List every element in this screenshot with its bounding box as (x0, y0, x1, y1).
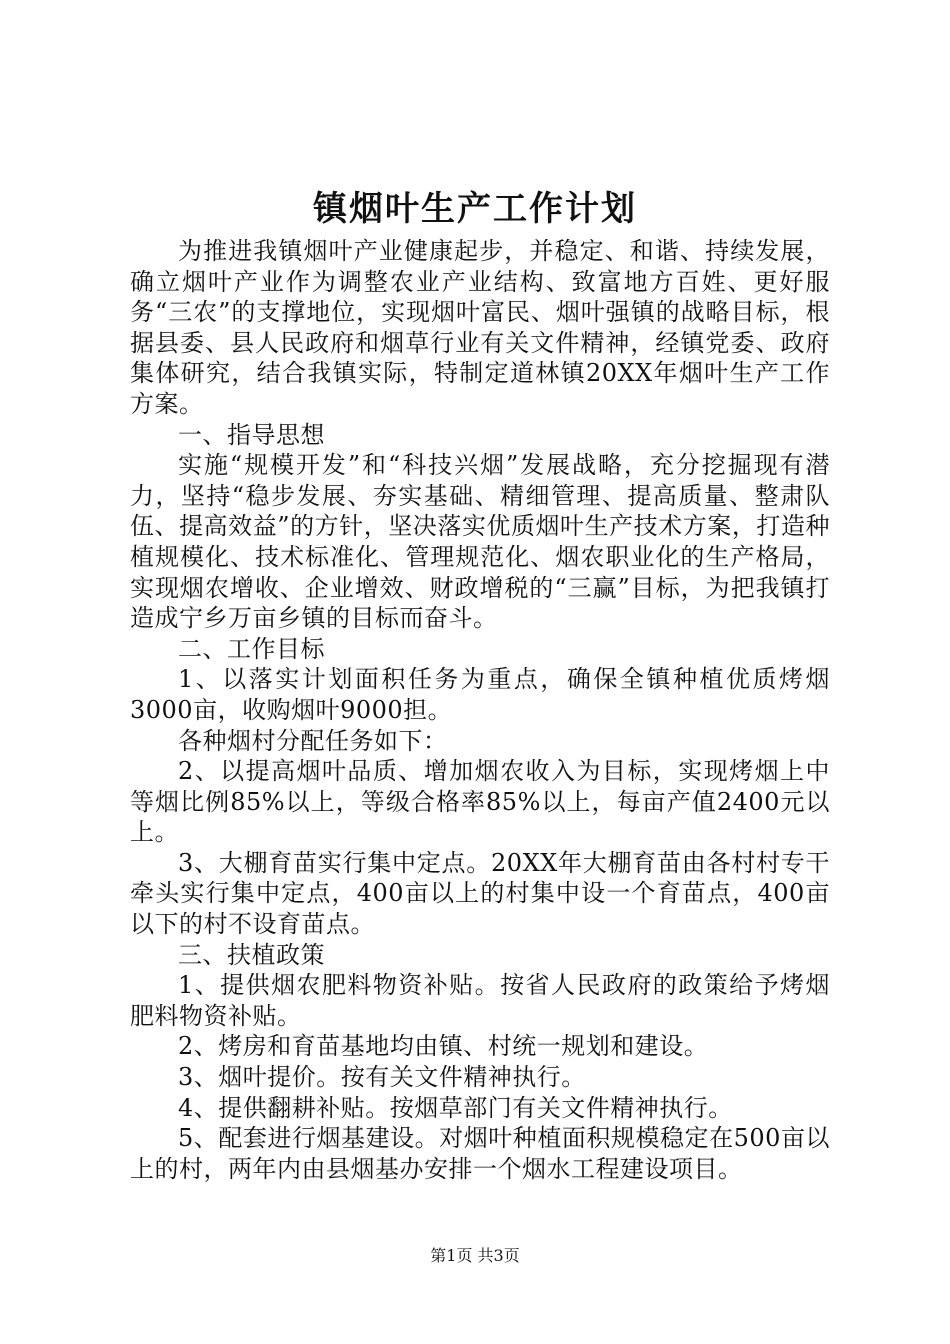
document-title: 镇烟叶生产工作计划 (313, 189, 637, 229)
paragraph-policy-2: 2、烤房和育苗基地均由镇、村统一规划和建设。 (178, 1032, 709, 1061)
paragraph-policy-5: 5、配套进行烟基建设。对烟叶种植面积规模稳定在500亩以上的村，两年内由县烟基办安排一个烟水工程建设项目。 (130, 1124, 830, 1183)
paragraph-goal-3: 3、大棚育苗实行集中定点。20XX年大棚育苗由各村村专干牵头实行集中定点，400亩以上的村集中设一个育苗点，400亩以下的村不设育苗点。 (130, 848, 830, 939)
paragraph-task-allocation: 各种烟村分配任务如下： (178, 726, 448, 755)
paragraph-policy-4: 4、提供翻耕补贴。按烟草部门有关文件精神执行。 (178, 1093, 733, 1122)
paragraph-guiding-ideology: 实施“规模开发”和“科技兴烟”发展战略，充分挖掘现有潜力，坚持“稳步发展、夯实基础、精细管理、提高质量、整肃队伍、提高效益”的方针，坚决落实优质烟叶生产技术方案，打造种植规模化、技术标准化、管理规范化、烟农职业化的生产格局，实现烟农增收、企业增效、财政增税的“三赢”目标，为把我镇打造成宁乡万亩乡镇的目标而奋斗。 (130, 451, 830, 633)
paragraph-goal-2: 2、以提高烟叶品质、增加烟农收入为目标，实现烤烟上中等烟比例85%以上，等级合格率85%以上，每亩产值2400元以上。 (130, 757, 830, 847)
heading-work-goals: 二、工作目标 (178, 634, 325, 663)
heading-support-policy: 三、扶植政策 (178, 940, 325, 969)
paragraph-policy-1: 1、提供烟农肥料物资补贴。按省人民政府的政策给予烤烟肥料物资补贴。 (130, 971, 830, 1030)
heading-guiding-ideology: 一、指导思想 (178, 420, 325, 449)
document-body (130, 236, 830, 1184)
paragraph-goal-1: 1、以落实计划面积任务为重点，确保全镇种植优质烤烟3000亩，收购烟叶9000担。 (130, 665, 830, 724)
page-footer: 第1页 共3页 (430, 1246, 520, 1265)
paragraph-policy-3: 3、烟叶提价。按有关文件精神执行。 (178, 1063, 586, 1092)
paragraph-intro: 为推进我镇烟叶产业健康起步，并稳定、和谐、持续发展，确立烟叶产业作为调整农业产业结构、致富地方百姓、更好服务“三农”的支撑地位，实现烟叶富民、烟叶强镇的战略目标，根据县委、县人民政府和烟草行业有关文件精神，经镇党委、政府集体研究，结合我镇实际，特制定道林镇20XX年烟叶生产工作方案。 (130, 237, 830, 418)
